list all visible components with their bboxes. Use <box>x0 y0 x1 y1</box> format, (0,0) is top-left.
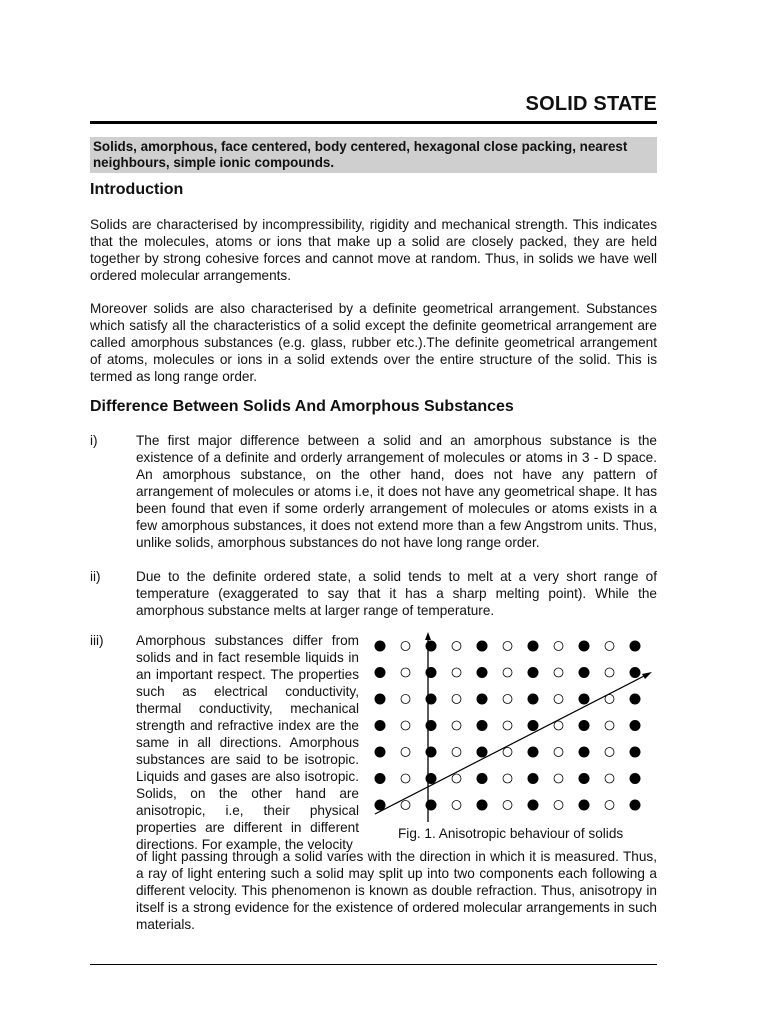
filled-atom <box>630 694 641 705</box>
filled-atom <box>630 641 641 652</box>
title-rule <box>90 121 657 124</box>
filled-atom <box>375 747 386 758</box>
open-atom <box>503 748 512 757</box>
filled-atom <box>375 641 386 652</box>
open-atom <box>554 695 563 704</box>
filled-atom <box>630 773 641 784</box>
filled-atom <box>528 694 539 705</box>
open-atom <box>452 774 461 783</box>
filled-atom <box>477 800 488 811</box>
filled-atom <box>426 694 437 705</box>
filled-atom <box>426 773 437 784</box>
intro-heading: Introduction <box>90 181 184 198</box>
filled-atom <box>528 667 539 678</box>
open-atom <box>554 748 563 757</box>
intro-paragraph-1: Solids are characterised by incompressibility, rigidity and mechanical strength. This indicates that the molecules, atoms or ions that make up a solid are closely packed, they are held together by strong cohesive forces and cannot move at random. Thus, in solids we have well ordered molecular arrangements. <box>90 217 657 283</box>
filled-atom <box>477 694 488 705</box>
open-atom <box>452 748 461 757</box>
filled-atom <box>426 667 437 678</box>
figure-caption: Fig. 1. Anisotropic behaviour of solids <box>398 826 624 841</box>
list-item-number: iii) <box>90 633 104 648</box>
open-atom <box>401 774 410 783</box>
open-atom <box>503 668 512 677</box>
open-atom <box>605 748 614 757</box>
filled-atom <box>630 800 641 811</box>
filled-atom <box>579 694 590 705</box>
filled-atom <box>579 720 590 731</box>
open-atom <box>452 695 461 704</box>
difference-heading: Difference Between Solids And Amorphous Substances <box>90 398 514 415</box>
open-atom <box>554 668 563 677</box>
filled-atom <box>375 667 386 678</box>
open-atom <box>503 774 512 783</box>
filled-atom <box>477 720 488 731</box>
list-item-text: Amorphous substances differ from solids and in fact resemble liquids in an important respect. The properties such as electrical conductivity, thermal conductivity, mechanical strength and refractive index are the same in all directions. Amorphous substances are said to be isotropic. Liquids and gases are also isotropic. Solids, on the other hand are anisotropic, i.e, their physical properties are different in different directions. For example, the velocity <box>136 633 359 852</box>
lattice-dots <box>375 641 641 811</box>
filled-atom <box>375 773 386 784</box>
footer-rule <box>90 964 657 965</box>
filled-atom <box>477 747 488 758</box>
filled-atom <box>630 720 641 731</box>
continuation-paragraph: of light passing through a solid varies with the direction in which it is measured. Thus, a ray of light entering such a solid may split up into two components each following a different velocity. This phenomenon is known as double refraction. Thus, anisotropy in itself is a strong evidence for the existence of ordered molecular arrangements in such materials. <box>136 849 657 932</box>
list-item-text: The first major difference between a solid and an amorphous substance is the existence of a definite and orderly arrangement of molecules or atoms in 3 - D space. An amorphous substance, on the other hand, does not have any pattern of arrangement of molecules or atoms i.e, it does not have any geometrical shape. It has been found that even if some orderly arrangement of molecules or atoms exists in a few amorphous substances, it does not extend more than a few Angstrom units. Thus, unlike solids, amorphous substances do not have long range order. <box>136 433 657 550</box>
filled-atom <box>477 773 488 784</box>
open-atom <box>554 801 563 810</box>
filled-atom <box>477 667 488 678</box>
filled-atom <box>528 641 539 652</box>
keywords-box: Solids, amorphous, face centered, body centered, hexagonal close packing, nearest neighbours, simple ionic compounds. <box>90 137 657 173</box>
open-atom <box>605 774 614 783</box>
filled-atom <box>579 747 590 758</box>
open-atom <box>452 668 461 677</box>
filled-atom <box>579 667 590 678</box>
open-atom <box>401 695 410 704</box>
filled-atom <box>375 694 386 705</box>
open-atom <box>401 748 410 757</box>
open-atom <box>401 668 410 677</box>
open-atom <box>401 642 410 651</box>
open-atom <box>554 642 563 651</box>
open-atom <box>401 801 410 810</box>
open-atom <box>605 668 614 677</box>
filled-atom <box>375 720 386 731</box>
filled-atom <box>528 747 539 758</box>
diagonal-arrowhead <box>642 672 652 679</box>
open-atom <box>605 642 614 651</box>
filled-atom <box>579 773 590 784</box>
anisotropy-figure <box>370 632 660 847</box>
filled-atom <box>528 720 539 731</box>
open-atom <box>503 721 512 730</box>
filled-atom <box>579 641 590 652</box>
open-atom <box>554 774 563 783</box>
filled-atom <box>528 800 539 811</box>
filled-atom <box>630 747 641 758</box>
open-atom <box>554 721 563 730</box>
diagonal-direction-line <box>375 674 648 814</box>
list-item-text: Due to the definite ordered state, a solid tends to melt at a very short range of temperature (exaggerated to say that it has a sharp melting point). While the amorphous substance melts at larger range of temperature. <box>136 569 657 618</box>
filled-atom <box>426 720 437 731</box>
open-atom <box>605 801 614 810</box>
intro-paragraph-2: Moreover solids are also characterised by a definite geometrical arrangement. Substances which satisfy all the characteristics of a solid except the definite geometrical arrangement are called amorphous substances (e.g. glass, rubber etc.).The definite geometrical arrangement of atoms, molecules or ions in a solid extends over the entire structure of the solid. This is termed as long range order. <box>90 301 657 384</box>
list-item-number: ii) <box>90 569 101 584</box>
open-atom <box>605 721 614 730</box>
open-atom <box>401 721 410 730</box>
filled-atom <box>477 641 488 652</box>
page-title: SOLID STATE <box>525 93 657 115</box>
open-atom <box>503 695 512 704</box>
vertical-axis-arrowhead <box>425 632 431 640</box>
filled-atom <box>528 773 539 784</box>
open-atom <box>503 642 512 651</box>
list-item-number: i) <box>90 433 98 448</box>
filled-atom <box>630 667 641 678</box>
open-atom <box>452 642 461 651</box>
filled-atom <box>426 641 437 652</box>
filled-atom <box>579 800 590 811</box>
filled-atom <box>426 800 437 811</box>
open-atom <box>503 801 512 810</box>
filled-atom <box>426 747 437 758</box>
open-atom <box>452 721 461 730</box>
open-atom <box>452 801 461 810</box>
